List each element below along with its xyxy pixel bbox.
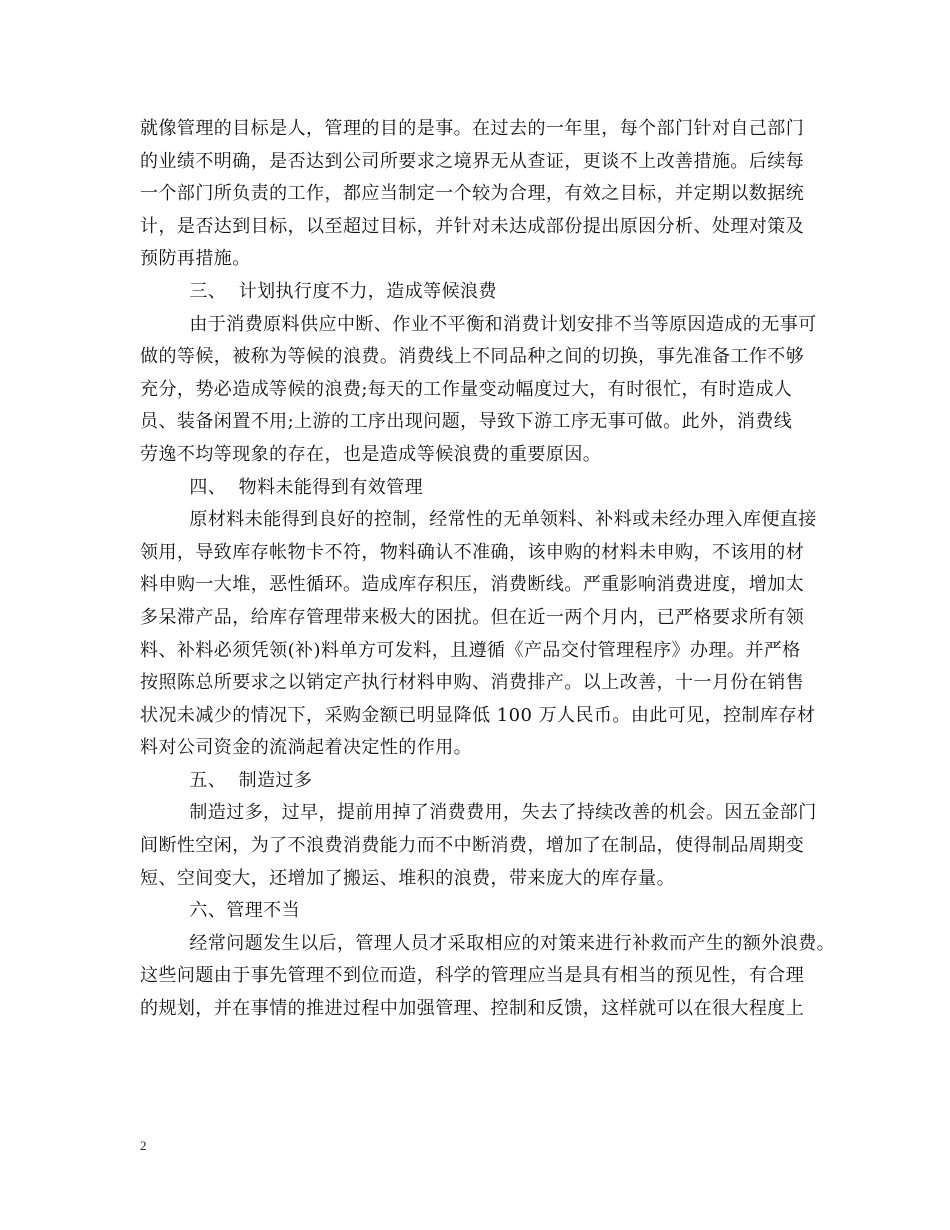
text-line: 的业绩不明确，是否达到公司所要求之境界无从查证，更谈不上改善措施。后续每	[140, 150, 805, 172]
text-line: 料对公司资金的流淌起着决定性的作用。	[140, 737, 473, 759]
text-line: 劳逸不均等现象的存在，也是造成等候浪费的重要原因。	[140, 443, 602, 465]
text-line: 这些问题由于事先管理不到位而造，科学的管理应当是具有相当的预见性，有合理	[140, 965, 805, 987]
text-line: 多呆滞产品，给库存管理带来极大的困扰。但在近一两个月内，已严格要求所有领	[140, 606, 805, 628]
body-text	[140, 113, 836, 1026]
text-line: 一个部门所负责的工作，都应当制定一个较为合理，有效之目标，并定期以数据统	[140, 183, 805, 205]
text-line: 计，是否达到目标，以至超过目标，并针对未达成部份提出原因分析、处理对策及	[140, 215, 805, 237]
text-line: 短、空间变大，还增加了搬运、堆积的浪费，带来庞大的库存量。	[140, 867, 676, 889]
text-line: 状况未减少的情况下，采购金额已明显降低 100 万人民币。由此可见，控制库存材	[140, 704, 816, 726]
text-line: 领用，导致库存帐物卡不符，物料确认不准确，该申购的材料未申购，不该用的材	[140, 541, 805, 563]
text-line: 制造过多，过早，提前用掉了消费费用，失去了持续改善的机会。因五金部门	[140, 802, 817, 824]
text-line: 做的等候，被称为等候的浪费。消费线上不同品种之间的切换，事先准备工作不够	[140, 346, 805, 368]
text-line: 的规划，并在事情的推进过程中加强管理、控制和反馈，这样就可以在很大程度上	[140, 998, 805, 1020]
text-line: 经常问题发生以后，管理人员才采取相应的对策来进行补救而产生的额外浪费。	[140, 932, 836, 954]
text-line: 按照陈总所要求之以销定产执行材料申购、消费排产。以上改善，十一月份在销售	[140, 672, 805, 694]
text-line: 就像管理的目标是人，管理的目的是事。在过去的一年里，每个部门针对自己部门	[140, 118, 805, 139]
page-number: 2	[140, 1138, 147, 1153]
text-line: 充分，势必造成等候的浪费;每天的工作量变动幅度过大，有时很忙，有时造成人	[140, 378, 793, 400]
section-heading: 六、管理不当	[140, 900, 301, 922]
text-line: 原材料未能得到良好的控制，经常性的无单领料、补料或未经办理入库便直接	[140, 509, 817, 531]
text-line: 员、装备闲置不用;上游的工序出现问题，导致下游工序无事可做。此外，消费线	[140, 411, 793, 433]
text-line: 料、补料必须凭领(补)料单方可发料，且遵循《产品交付管理程序》办理。并严格	[140, 639, 801, 661]
section-heading: 五、 制造过多	[140, 769, 313, 791]
text-line: 料申购一大堆，恶性循环。造成库存积压，消费断线。严重影响消费进度，增加太	[140, 574, 805, 596]
section-heading: 三、 计划执行度不力，造成等候浪费	[140, 280, 497, 302]
text-line: 间断性空闲，为了不浪费消费能力而不中断消费，增加了在制品，使得制品周期变	[140, 835, 805, 857]
text-line: 由于消费原料供应中断、作业不平衡和消费计划安排不当等原因造成的无事可	[140, 313, 817, 335]
text-line: 预防再措施。	[140, 248, 251, 270]
section-heading: 四、 物料未能得到有效管理	[140, 476, 424, 498]
